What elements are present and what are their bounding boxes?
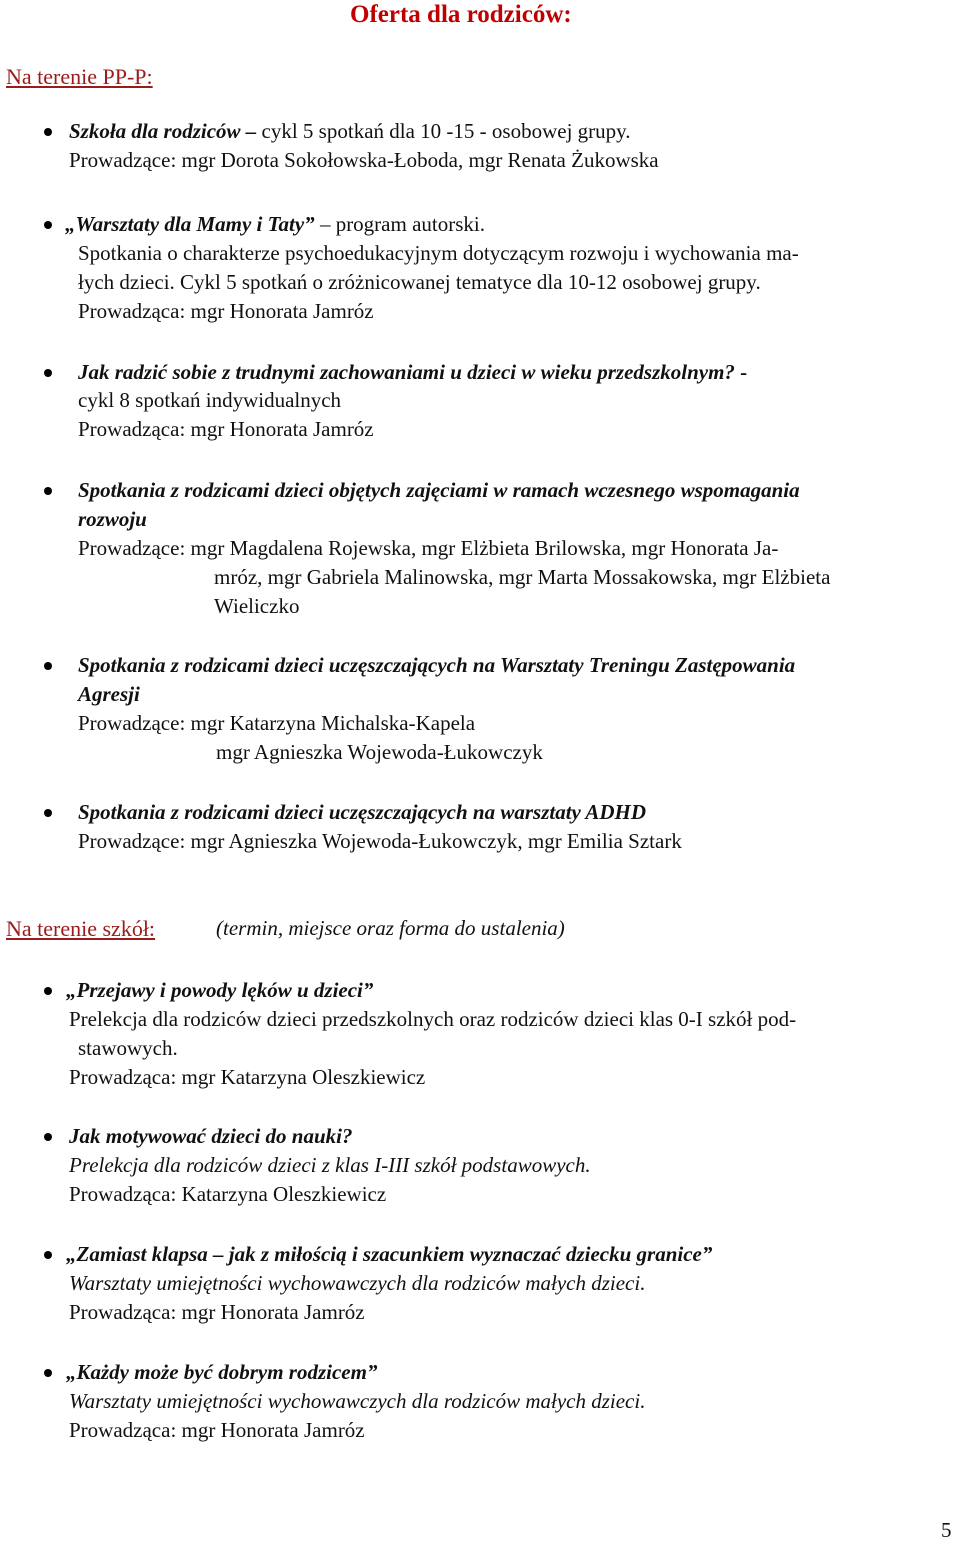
bullet-icon [44, 369, 52, 377]
item-title: „Przejawy i powody lęków u dzieci” [66, 978, 374, 1002]
item-text: cykl 8 spotkań indywidualnych [78, 388, 342, 412]
item-text: Prowadzące: mgr Dorota Sokołowska-Łoboda, mgr Renata Żukowska [69, 148, 659, 172]
bullet-icon [44, 809, 52, 817]
bullet-icon [44, 487, 52, 495]
item-text: Warsztaty umiejętności wychowawczych dla rodziców małych dzieci. [69, 1271, 646, 1295]
item-text: Prowadząca: Katarzyna Oleszkiewicz [69, 1182, 387, 1206]
item-text: mróz, mgr Gabriela Malinowska, mgr Marta Mossakowska, mgr Elżbieta [214, 565, 831, 589]
bullet-icon [44, 221, 52, 229]
item-text: Prowadzące: mgr Magdalena Rojewska, mgr Elżbieta Brilowska, mgr Honorata Ja- [78, 536, 779, 560]
item-text: cykl 5 spotkań dla 10 -15 - osobowej grupy. [261, 119, 631, 143]
item-title: rozwoju [78, 507, 147, 531]
item-text: Prowadząca: mgr Katarzyna Oleszkiewicz [69, 1065, 426, 1089]
item-text: Spotkania o charakterze psychoedukacyjnym dotyczącym rozwoju i wychowania ma- [78, 241, 799, 265]
item-text: Prowadząca: mgr Honorata Jamróz [69, 1300, 365, 1324]
bullet-icon [44, 1133, 52, 1141]
item-text: Prowadząca: mgr Honorata Jamróz [78, 417, 374, 441]
item-text: Warsztaty umiejętności wychowawczych dla rodziców małych dzieci. [69, 1389, 646, 1413]
item-text: Prowadząca: mgr Honorata Jamróz [78, 299, 374, 323]
bullet-icon [44, 987, 52, 995]
item-title: „Każdy może być dobrym rodzicem” [66, 1360, 378, 1384]
item-text: Prelekcja dla rodziców dzieci z klas I-III szkół podstawowych. [69, 1153, 591, 1177]
item-title: „Zamiast klapsa – jak z miłością i szacunkiem wyznaczać dziecku granice” [66, 1242, 713, 1266]
item-title: Spotkania z rodzicami dzieci uczęszczających na Warsztaty Treningu Zastępowania [78, 653, 796, 677]
item-title: Spotkania z rodzicami dzieci uczęszczających na warsztaty ADHD [78, 800, 646, 824]
item-text: stawowych. [78, 1036, 178, 1060]
item-dash: – [240, 119, 262, 143]
item-title: Jak motywować dzieci do nauki? [69, 1124, 353, 1148]
item-text: Prowadząca: mgr Honorata Jamróz [69, 1418, 365, 1442]
bullet-icon [44, 662, 52, 670]
bullet-icon [44, 1251, 52, 1259]
item-text: Prowadzące: mgr Katarzyna Michalska-Kapela [78, 711, 476, 735]
bullet-icon [44, 1369, 52, 1377]
item-text: – program autorski. [314, 212, 485, 236]
item-text: łych dzieci. Cykl 5 spotkań o zróżnicowanej tematyce dla 10-12 osobowej grupy. [78, 270, 761, 294]
item-text: Prelekcja dla rodziców dzieci przedszkolnych oraz rodziców dzieci klas 0-I szkół pod- [69, 1007, 797, 1031]
item-text: Wieliczko [214, 594, 300, 618]
item-title: „Warsztaty dla Mamy i Taty” [65, 212, 315, 236]
item-title: Jak radzić sobie z trudnymi zachowaniami u dzieci w wieku przedszkolnym? [78, 360, 735, 384]
page-title: Oferta dla rodziców: [350, 1, 572, 28]
item-title-suffix: - [734, 360, 748, 384]
item-text: Prowadzące: mgr Agnieszka Wojewoda-Łukowczyk, mgr Emilia Sztark [78, 829, 682, 853]
item-title: Spotkania z rodzicami dzieci objętych zajęciami w ramach wczesnego wspomagania [78, 478, 800, 502]
page-number: 5 [941, 1518, 952, 1542]
item-text: mgr Agnieszka Wojewoda-Łukowczyk [216, 740, 543, 764]
section-heading-schools: Na terenie szkół: [6, 916, 156, 941]
item-title: Agresji [78, 682, 140, 706]
section-note: (termin, miejsce oraz forma do ustalenia) [216, 916, 565, 940]
bullet-icon [44, 128, 52, 136]
section-heading-ppp: Na terenie PP-P: [6, 64, 153, 89]
item-title: Szkoła dla rodziców [69, 119, 241, 143]
